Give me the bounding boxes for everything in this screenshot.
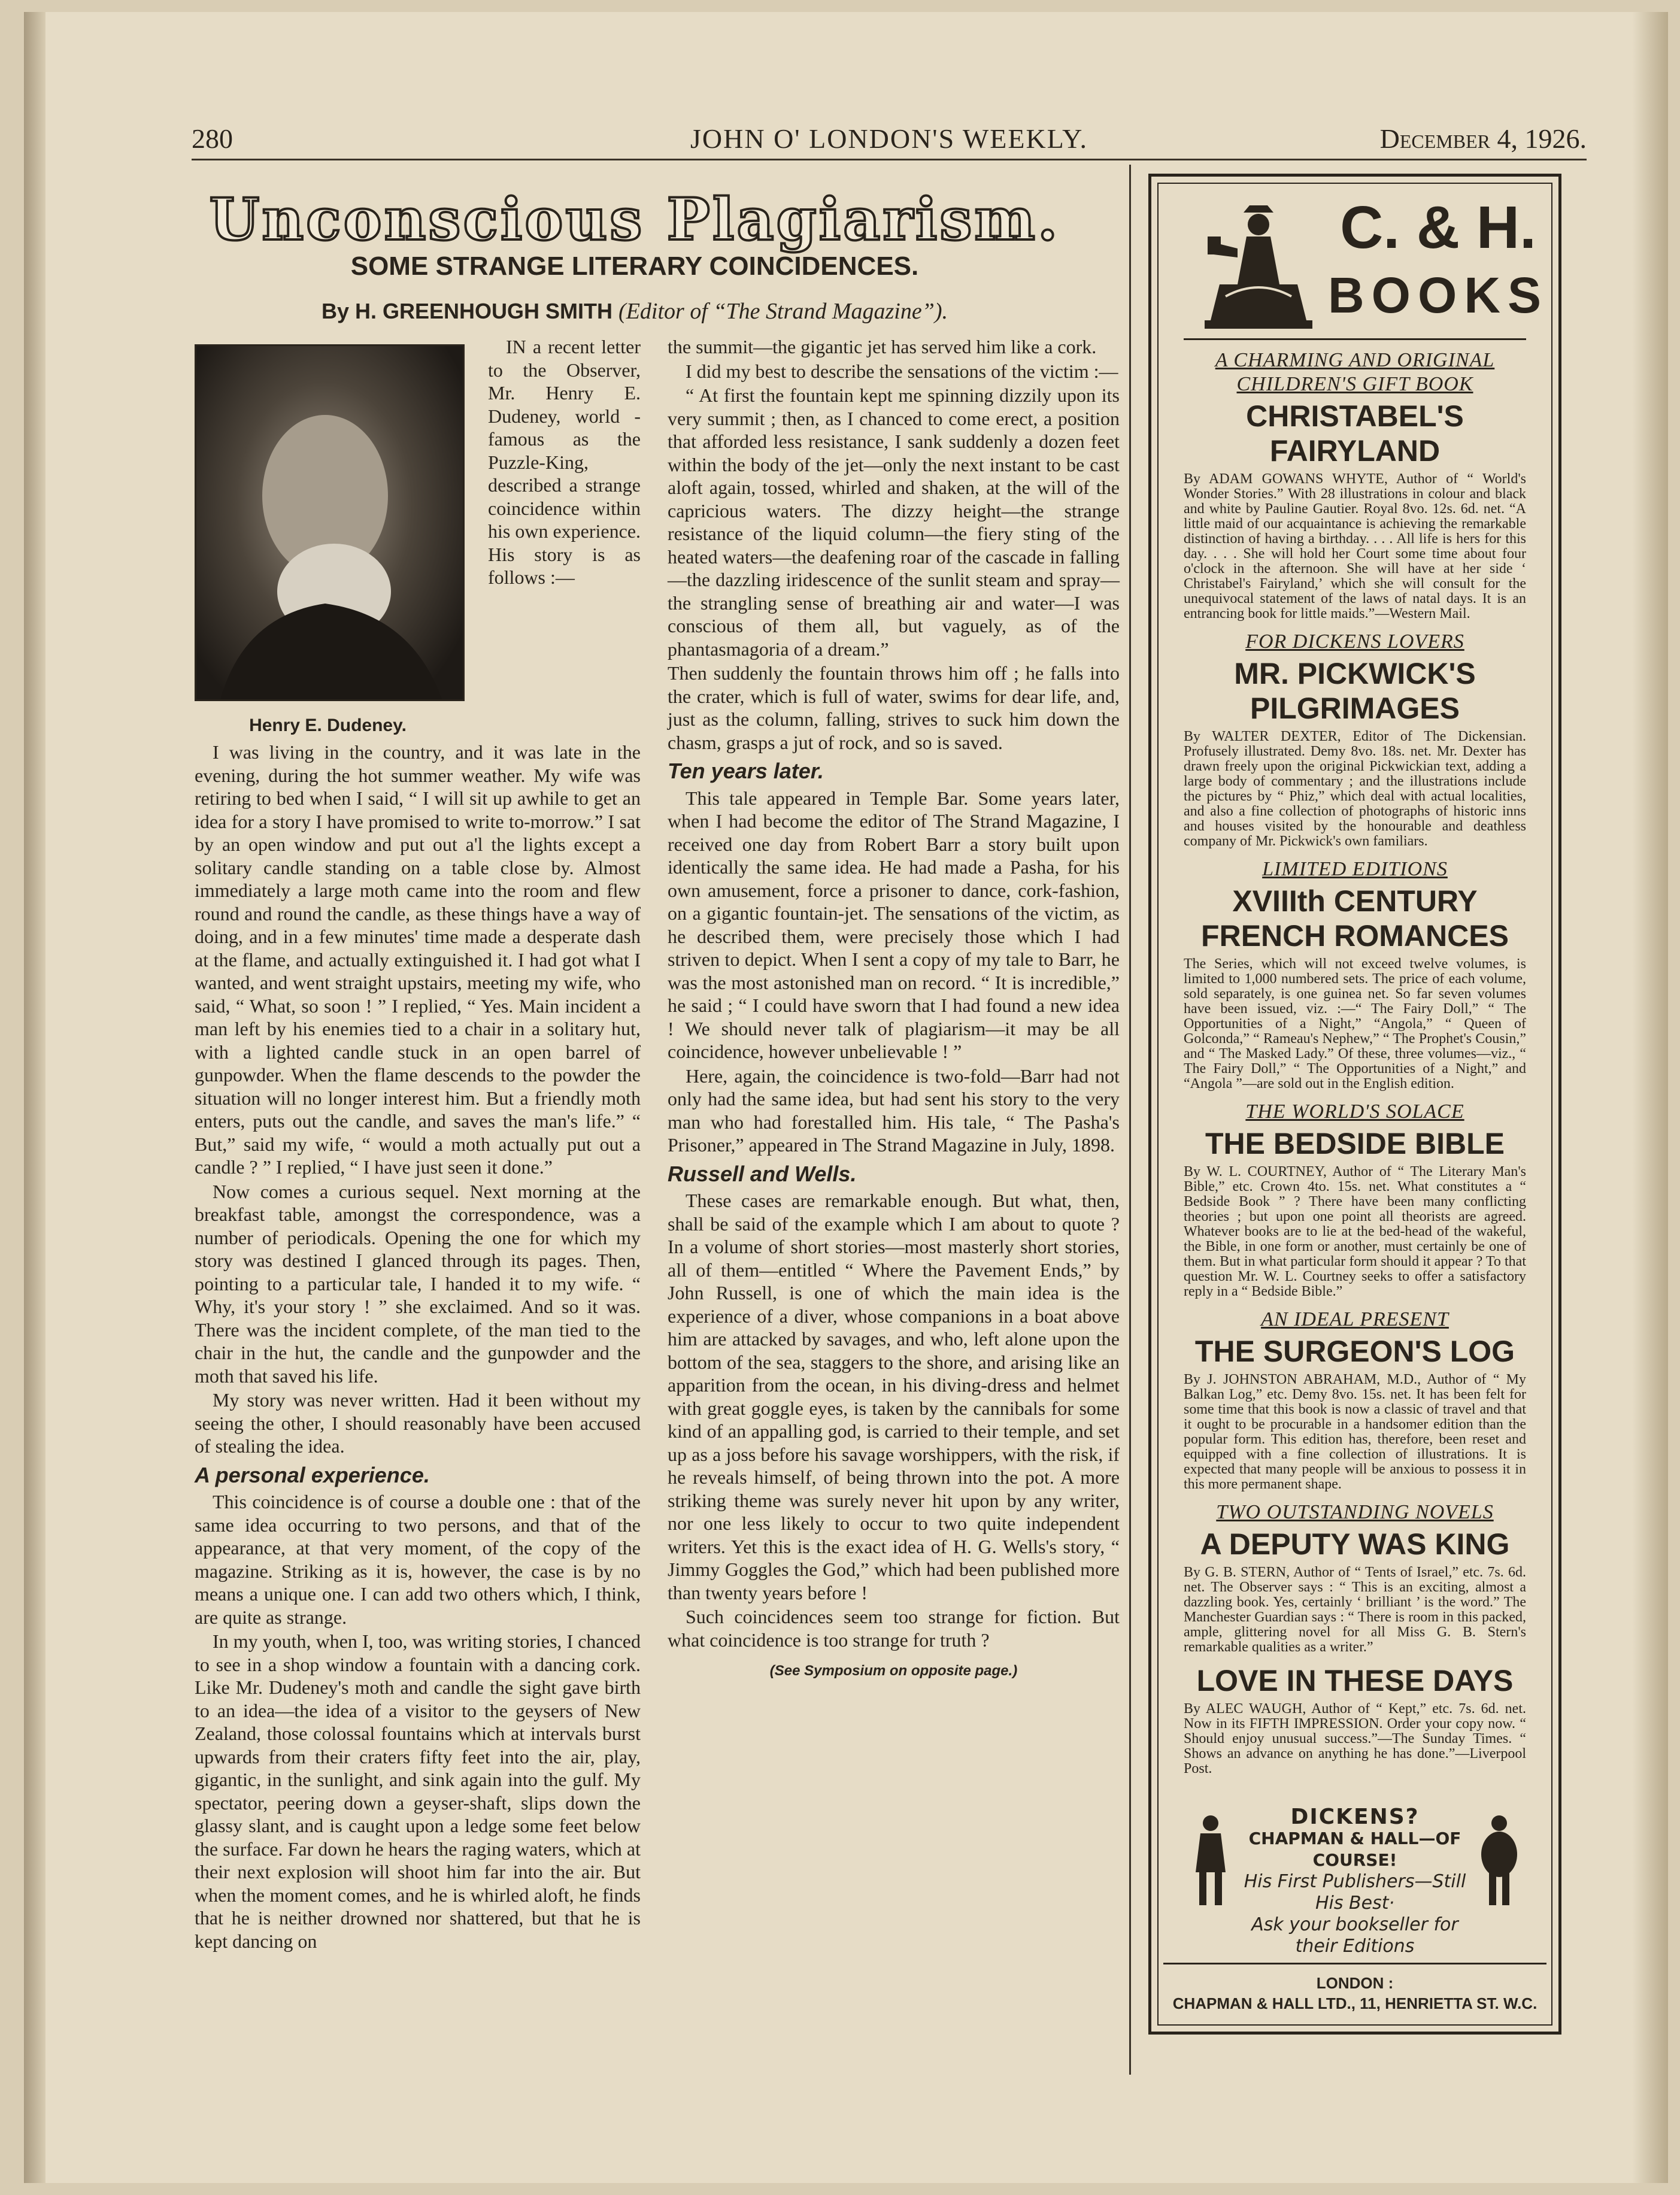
symposium-note: (See Symposium on opposite page.) [769,1663,1018,1679]
article-column-1 [195,741,641,1954]
book-blurb: By ADAM GOWANS WHYTE, Author of “ World's Wonder Stories.” With 28 illustrations in colour and black and white by Pauline Gautier. Royal 8vo. 12s. 6d. net. “A little maid of our acquaintance is achieving the remarkable distinction of having a birthday. . . . All life is hers for this day. . . . She will hold her Court some time about four o'clock in the afternoon. She will have at her side ‘ Christabel's Fairyland,’ which she will consult for the unequivocal statement of the laws of natal days. It is an entrancing book for little maids.”—Western Mail. [1184,471,1526,621]
column-divider [1129,165,1131,2075]
book-blurb: The Series, which will not exceed twelve volumes, is limited to 1,000 numbered sets. The price of each volume, sold separately, is one guinea net. So far seven volumes have been issued, viz. :—“ The Fairy Doll,” “ The Opportunities of a Night,” “Angola,” “ Queen of Golconda,” “ Rameau's Nephew,” “ The Prophet's Cousin,” and “ The Masked Lady.” Of these, three volumes—viz., “ The Fairy Doll,” “ The Opportunities of a Night,” and “Angola ”—are sold out in the English edition. [1184,956,1526,1092]
book-title: CHRISTABEL'S FAIRYLAND [1246,399,1464,468]
body-paragraph: the summit—the gigantic jet has served him like a cork. [668,336,1097,357]
ad-kicker: TWO OUTSTANDING NOVELS [1216,1501,1494,1523]
ad-kicker: LIMITED EDITIONS [1262,858,1448,880]
brand-subtitle: BOOKS [1327,267,1549,323]
section-heading: Russell and Wells. [668,1161,857,1186]
byline-note: (Editor of “The Strand Magazine”). [618,299,948,324]
dickens-character-icon [1190,1812,1232,1908]
body-paragraph: Now comes a curious sequel. Next morning at the breakfast table, amongst the correspondence, was a number of periodicals. Opening the one for which my story was destined I glanced through its pages. Then, pointing to a particular tale, I handed it to my wife. “ Why, it's your story ! ” she exclaimed. And so it was. There was the incident complete, of the man tied to the chair in the hut, the candle and the gunpowder and the moth that saved his life. [195,1180,641,1387]
ad-footer [1163,1963,1546,2014]
portrait-figure-icon [196,346,463,699]
section-heading: Ten years later. [668,759,824,783]
ad-kicker: AN IDEAL PRESENT [1261,1308,1449,1330]
seated-figure-icon [1202,201,1315,332]
dickens-heading: DICKENS? [1290,1805,1420,1829]
article-title: Unconscious Plagiarism. [209,186,1060,253]
byline-author: By H. GREENHOUGH SMITH [321,299,613,323]
body-paragraph: In my youth, when I, too, was writing stories, I chanced to see in a shop window a fountain with a dancing cork. Like Mr. Dudeney's moth and candle the sight gave birth to an idea—the idea of a visitor to the geysers of New Zealand, those colossal fountains which at intervals burst upwards from their craters fifty feet into the air, play, gigantic, in the sunlight, and sink again into the gulf. My spectator, peering down a geyser-shaft, slips down the glassy slant, and is caught upon a ledge some feet below the surface. Far down he hears the raging waters, which at their next explosion will shoot him far into the air. But when the moment comes, and he is whirled aloft, he finds that he is neither drowned nor shattered, but that he is kept dancing on [195,1630,641,1952]
book-blurb: By W. L. COURTNEY, Author of “ The Literary Man's Bible,” etc. Crown 4to. 15s. net. What constitutes a “ Bedside Book ” ? There have been many conflicting theories ; but upon one point all theorists are agreed. Whatever books are to lie at the bed-head of the wakeful, the Bible, in one form or another, must certainly be one of them. But in what particular form should it appear ? To that question Mr. W. L. Courtney seeks to offer a satisfactory reply in a “ Bedside Bible.” [1184,1164,1526,1299]
body-paragraph: I was living in the country, and it was late in the evening, during the hot summer weather. My wife was retiring to bed when I said, “ I will sit up awhile to get an idea for a story I have promised to write to-morrow.” I sat by an open window and put out a'l the lights except a solitary candle standing on a table close by. Almost immediately a large moth came into the room and flew round and round the candle, as these things have a way of doing, and in a few minutes' time made a desperate dash at the flame, and actually extinguished it. I had got what I wanted, and went straight upstairs, meeting my wife, who said, “ What, so soon ! ” I replied, “ Yes. Main incident a man left by his enemies tied to a chair in a solitary hut, with a lighted candle stuck in an open barrel of gunpowder. When the flame descends to the powder the situation will no longer interest him. But a friendly moth enters, puts out the candle, and saves the man's life.” “ But,” said my wife, “ would a moth actually put out a candle ? ” I replied, “ I have just seen it done.” [195,741,641,1178]
body-paragraph: I did my best to describe the sensations of the victim :— [686,360,1118,382]
portrait-photo [195,344,465,701]
body-paragraph: This tale appeared in Temple Bar. Some years later, when I had become the editor of The Strand Magazine, I received one day from Robert Barr a story built upon identically the same idea. He had made a Pasha, for his own amusement, force a prisoner to dance, cork-fashion, on a gigantic fountain-jet. The sensations of the victim, as he described them, were precisely those which I had striven to depict. When I sent a copy of my tale to Barr, he was the most astonished man on record. “ It is incredible,” he said ; “ I could have sworn that I had found a new idea ! We should never talk of plagiarism—it may be all coincidence, however unbelievable ! ” [668,787,1120,1062]
dickens-banner [1184,1800,1526,1957]
pickwick-character-icon [1478,1812,1520,1908]
book-title: LOVE IN THESE DAYS [1196,1664,1514,1697]
masthead: JOHN O' LONDON'S WEEKLY. [690,123,1088,154]
ad-book-surgeons-log [1184,1308,1526,1492]
issue-date: December 4, 1926. [1379,123,1587,154]
book-title: MR. PICKWICK'S PILGRIMAGES [1234,657,1476,725]
dickens-line: Ask your bookseller for their Editions [1251,1914,1458,1957]
ad-book-bedside-bible [1184,1100,1526,1299]
book-title: THE SURGEON'S LOG [1194,1335,1515,1368]
body-paragraph: Such coincidences seem too strange for fiction. But what coincidence is too strange for truth ? [668,1606,1120,1651]
book-title: A DEPUTY WAS KING [1200,1527,1510,1561]
ad-kicker: THE WORLD'S SOLACE [1245,1100,1464,1123]
brand-name: C. & H. [1340,194,1536,261]
body-paragraph: This coincidence is of course a double one : that of the same idea occurring to two persons, and that of the appearance, at that very moment, of the copy of the magazine. Striking as it is, however, the case is by no means a unique one. I can add two others which, I think, are quite as strange. [195,1491,641,1628]
body-paragraph: These cases are remarkable enough. But what, then, shall be said of the example which I am about to quote ? In a volume of short stories—most masterly short stories, all of them—entitled “ Where the Pavement Ends,” by John Russell, is one of which the main idea is the experience of a diver, whose companions in a boat above him are attacked by savages, and who, left alone upon the bottom of the sea, staggers to the shore, and arising like an apparition from the ocean, in his diving-dress and helmet with great goggle eyes, is taken by the cannibals for some kind of an appalling god, is carried to their temple, and set up as a joss before his savage worshippers, with the risk, if he reveals himself, of being thrown into the pot. A more striking theme was surely never hit upon by any writer, nor one less likely to occur to two quite independent writers. Yet this is the exact idea of H. G. Wells's story, “ Jimmy Goggles the God,” which had been published more than twenty years before ! [668,1190,1120,1603]
quote-paragraph: “ At first the fountain kept me spinning dizzily upon its very summit ; then, as I chanced to come erect, a position that afforded less resistance, I sank suddenly a dozen feet within the body of the jet—only the next instant to be cast aloft again, tossed, whirled and shaken, at the will of the capricious waters. The dizzy height—the strange resistance of the liquid column—the fiery sting of the heated waters—the deafening roar of the cascade in falling—the dazzling iridescence of the sunlit steam and spray—the strangling sense of breathing air and water—I was conscious of them all, but vaguely, as of the phantasmagoria of a dream.” [668,384,1120,660]
page-header [192,123,1587,160]
book-blurb: By ALEC WAUGH, Author of “ Kept,” etc. 7s. 6d. net. Now in its FIFTH IMPRESSION. Order your copy now. “ Should enjoy unusual success.”—The Sunday Times. “ Shows an advance on anything he has done.”—Liverpool Post. [1184,1701,1526,1776]
book-blurb: By G. B. STERN, Author of “ Tents of Israel,” etc. 7s. 6d. net. The Observer says : “ This is an exciting, almost a dazzling book. Yes, certainly ‘ brilliant ’ is the word.” The Manchester Guardian says : “ There is room in this packed, ample, glittering novel for all Miss G. B. Stern's remarkable qualities as a writer.” [1184,1565,1526,1655]
ad-book-french-romances [1184,857,1526,1092]
book-title: THE BEDSIDE BIBLE [1205,1127,1505,1160]
dickens-line: His First Publishers—Still His Best· [1244,1871,1466,1914]
byline [168,298,1102,325]
book-blurb: By WALTER DEXTER, Editor of The Dickensian. Profusely illustrated. Demy 8vo. 18s. net. Mr. Dexter has drawn freely upon the original Pickwickian text, adding a large body of commentary ; and the illustrations include the pictures by “ Phiz,” which deal with actual localities, and also a fine collection of photographs of historic inns and houses visited by the honourable and deathless company of Mr. Pickwick's own familiars. [1184,729,1526,849]
body-paragraph: My story was never written. Had it been without my seeing the other, I should reasonably have been accused of stealing the idea. [195,1389,641,1457]
dickens-text [1238,1806,1472,1957]
ad-content [1166,177,1549,1957]
intro-paragraph: IN a recent letter to the Observer, Mr. Henry E. Dudeney, world - famous as the Puzzle-King, described a strange coincidence within his own experience. His story is as follows :— [488,336,641,588]
ad-kicker: FOR DICKENS LOVERS [1245,630,1464,653]
book-title: XVIIIth CENTURY FRENCH ROMANCES [1201,884,1509,953]
body-paragraph: Here, again, the coincidence is two-fold—Barr had not only had the same idea, but had sent his story to the very man who had forestalled him. His tale, “ The Pasha's Prisoner,” appeared in The Strand Magazine in July, 1898. [668,1065,1120,1156]
ad-novels [1184,1500,1526,1776]
ad-footer-address: CHAPMAN & HALL LTD., 11, HENRIETTA ST. W.C. [1172,1994,1538,2012]
ad-kicker: A CHARMING AND ORIGINAL [1215,349,1495,371]
ad-book-pickwick [1184,630,1526,849]
ad-kicker: CHILDREN'S GIFT BOOK [1236,373,1473,395]
ad-footer-city: LONDON : [1316,1974,1394,1992]
ad-book-christabel [1184,348,1526,621]
portrait-caption: Henry E. Dudeney. [249,716,407,735]
publisher-advertisement [1148,174,1561,2035]
article-subtitle: SOME STRANGE LITERARY COINCIDENCES. [350,251,919,281]
section-heading: A personal experience. [195,1462,430,1487]
body-paragraph: Then suddenly the fountain throws him off ; he falls into the crater, which is full of water, swims for dear life, and, just as the column, falling, strives to suck him down the chasm, grasps a jut of rock, and so is saved. [668,662,1120,753]
article-intro [488,335,641,594]
article-column-2 [668,335,1120,1683]
dickens-line: CHAPMAN & HALL—OF COURSE! [1248,1829,1461,1870]
page-number: 280 [192,123,233,154]
book-blurb: By J. JOHNSTON ABRAHAM, M.D., Author of “ My Balkan Log,” etc. Demy 8vo. 15s. net. It has been felt for some time that this book is now a classic of travel and that it ought to be procurable in a handsomer edition than the popular form. This edition has, therefore, been reset and equipped with a fine collection of illustrations. It is expected that many people will be anxious to possess it in this more permanent shape. [1184,1372,1526,1492]
publisher-logo [1184,177,1549,340]
